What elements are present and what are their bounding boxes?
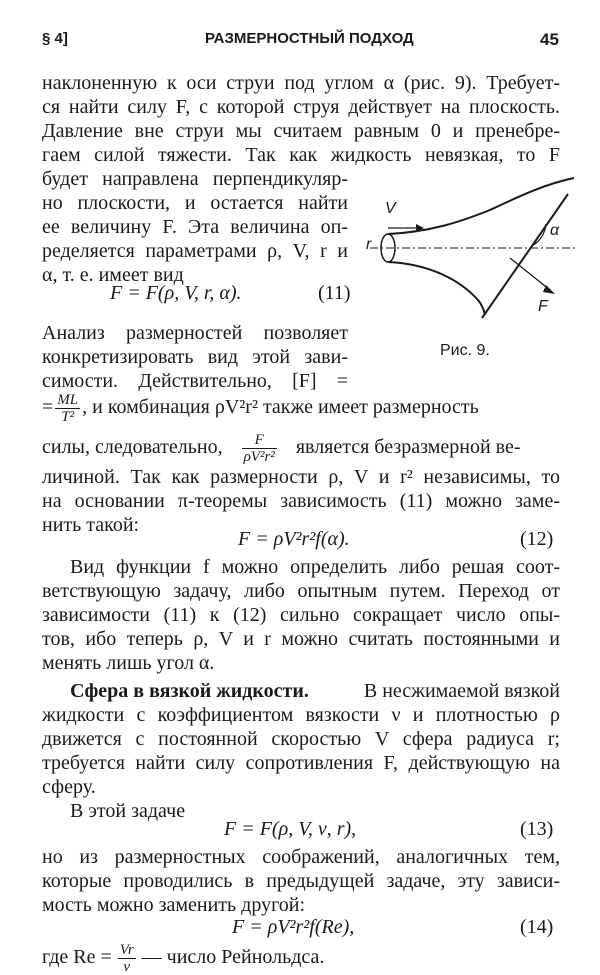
text-line: Давление вне струи мы считаем равным 0 и пренебре- [42,120,560,142]
fraction-denominator: T² [61,409,75,425]
fraction-numerator: ML [57,392,79,408]
text-line: Вид функции f можно определить либо решая соот- [70,556,560,578]
text-line: В этой задаче [70,800,186,822]
text-span: является безразмерной ве- [295,436,521,459]
page-number: 45 [540,30,559,49]
text-line: ее величину F. Эта величина оп- [42,216,348,238]
text-line-with-fraction [42,432,521,465]
equation-13: F = F(ρ, V, ν, r), [224,818,357,840]
text-line: гаем силой тяжести. Так как жидкость невязкая, то F [42,144,560,166]
section-marker: § 4] [42,30,68,47]
text-line: требуется найти силу сопротивления F, действующую на [42,752,560,774]
text-span: силы, следовательно, [42,436,223,459]
fraction-reynolds [118,942,136,975]
equation-14: F = ρV²r²f(Re), [232,916,355,938]
figure-caption: Рис. 9. [440,342,490,359]
text-line: зависимости (11) к (12) сильно сокращает число опы- [42,604,560,626]
section-heading: Сфера в вязкой жидкости. [70,680,309,702]
figure-label-v: V [385,200,396,217]
text-line [70,680,560,702]
text-line: мость можно заменить другой: [42,894,306,916]
text-line: которые проводились в предыдущей задаче, эту зависи- [42,870,560,892]
text-line: менять лишь угол α. [42,652,215,674]
text-line: будет направлена перпендикуляр- [42,168,348,190]
text-span: где Re = [42,946,112,969]
text-span: , и комбинация ρV²r² также имеет размерность [82,396,479,419]
text-line: тов, ибо теперь ρ, V и r можно считать постоянными и [42,628,560,650]
text-line: нить такой: [42,514,140,536]
fraction-f-rho [242,432,277,465]
running-title: РАЗМЕРНОСТНЫЙ ПОДХОД [205,30,414,47]
text-span: — число Рейнольдса. [141,946,325,969]
fraction-ml-t2 [55,392,80,425]
text-line: личиной. Так как размерности ρ, V и r² независимы, то [42,466,560,488]
fraction-denominator: ρV²r² [243,449,275,465]
equation-number: (11) [318,282,351,304]
text-span: В несжимаемой вязкой [363,680,560,702]
text-line: ределяется параметрами ρ, V, r и [42,240,348,262]
figure-label-alpha: α [550,222,560,239]
equation-number: (12) [520,528,554,550]
fraction-numerator: Vr [119,942,134,958]
text-line: α, т. е. имеет вид [42,264,184,286]
text-line: движется с постоянной скоростью V сфера радиуса r; [42,728,560,750]
equation-number: (13) [520,818,554,840]
fraction-denominator: ν [123,959,131,975]
text-line: наклоненную к оси струи под углом α (рис. 9). Требует- [42,72,560,94]
text-line: но плоскости, и остается найти [42,192,348,214]
equals-sign: = [42,396,54,419]
text-line-with-fraction [42,392,479,425]
text-line: конкретизировать вид этой зави- [42,346,348,368]
text-line: симости. Действительно, [F] = [42,370,348,392]
fraction-numerator: F [242,432,277,449]
text-line: жидкости с коэффициентом вязкости ν и плотностью ρ [42,704,560,726]
text-line: сферу. [42,776,96,798]
text-line: Анализ размерностей позволяет [42,322,348,344]
figure-label-r: r [366,236,372,253]
equation-12: F = ρV²r²f(α). [238,528,350,550]
text-line-with-fraction [42,942,324,975]
text-line: но из размерностных соображений, аналогичных тем, [42,846,560,868]
text-line: на основании π-теоремы зависимость (11) можно заме- [42,490,560,512]
equation-11: F = F(ρ, V, r, α). [110,282,242,304]
figure-label-f: F [538,298,548,315]
text-line: ветствующую задачу, либо опытным путем. Переход от [42,580,560,602]
text-line: ся найти силу F, с которой струя действует на плоскость. [42,96,560,118]
equation-number: (14) [520,916,554,938]
